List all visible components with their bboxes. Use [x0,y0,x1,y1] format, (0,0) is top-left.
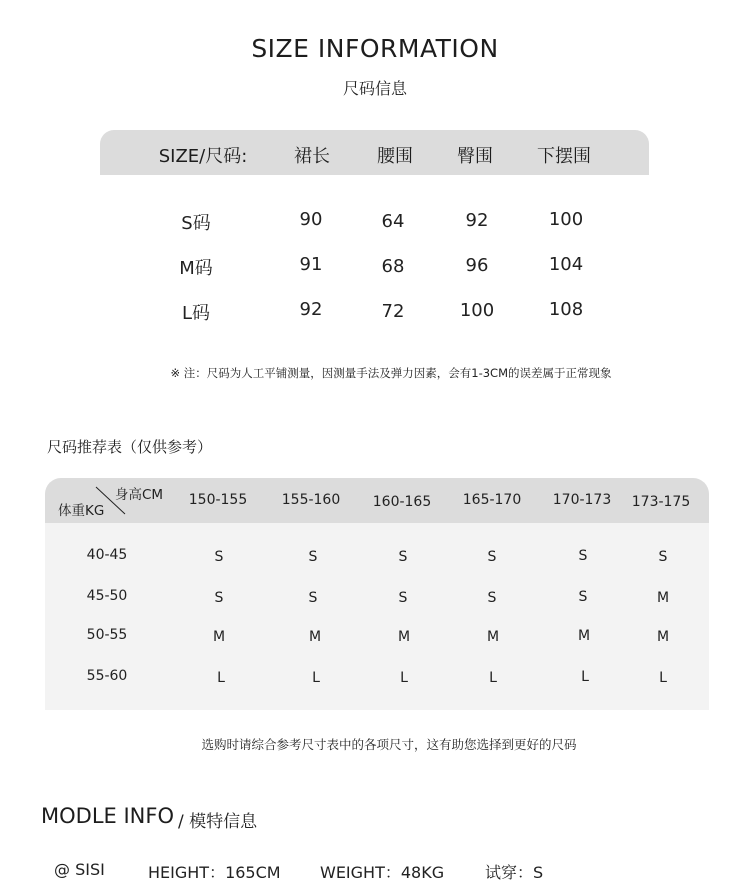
model-tried-size: 试穿：S [485,863,544,882]
size-table-header-hip: 臀围 [457,146,493,167]
height-header-2: 155-160 [281,492,341,508]
size-cell-r4-c3: L [400,670,408,686]
model-info-subtitle: / 模特信息 [178,812,258,832]
corner-diagonal-line [95,486,127,516]
size-row-l-hip: 100 [459,300,495,321]
height-header-1: 150-155 [188,492,248,508]
size-cell-r2-c3: S [398,590,408,606]
size-cell-r2-c6: M [656,590,670,606]
size-row-l-label: L码 [181,303,211,324]
size-row-m-label: M码 [179,258,213,279]
height-header-5: 170-173 [552,492,612,508]
size-row-l-length: 92 [299,299,323,320]
size-row-l-waist: 72 [381,301,405,322]
size-row-s-length: 90 [299,209,323,230]
size-cell-r3-c3: M [397,629,411,645]
size-cell-r4-c2: L [312,670,320,686]
height-axis-label: 身高CM [115,487,164,503]
size-row-s-hip: 92 [465,210,489,231]
weight-label-1: 40-45 [86,547,128,563]
size-table-header-hem: 下摆围 [537,146,591,167]
size-cell-r1-c1: S [214,549,224,565]
model-info-title: MODLE INFO [41,804,174,828]
model-weight: WEIGHT：48KG [320,863,445,882]
weight-label-3: 50-55 [86,627,128,643]
size-cell-r4-c4: L [489,670,497,686]
size-table-header-length: 裙长 [294,146,330,167]
size-cell-r1-c2: S [308,549,318,565]
recommend-body [45,523,709,710]
size-row-m-waist: 68 [381,256,405,277]
size-cell-r1-c3: S [398,549,408,565]
size-cell-r3-c2: M [308,629,322,645]
size-row-m-length: 91 [299,254,323,275]
height-header-4: 165-170 [462,492,522,508]
size-table-header-waist: 腰围 [377,146,413,167]
size-row-s-hem: 100 [548,209,584,230]
model-height: HEIGHT：165CM [148,863,281,882]
size-row-s-waist: 64 [381,211,405,232]
size-cell-r2-c1: S [214,590,224,606]
size-cell-r3-c4: M [486,629,500,645]
size-table-header-size: SIZE/尺码: [158,146,248,167]
size-cell-r4-c5: L [581,669,589,685]
size-cell-r1-c4: S [487,549,497,565]
size-cell-r1-c5: S [578,548,588,564]
weight-axis-label: 体重KG [58,503,105,519]
size-cell-r1-c6: S [658,549,668,565]
size-cell-r2-c2: S [308,590,318,606]
page-title: SIZE INFORMATION [251,34,499,63]
height-header-6: 173-175 [631,494,691,510]
size-cell-r2-c5: S [578,589,588,605]
recommend-title: 尺码推荐表（仅供参考） [47,438,213,456]
size-cell-r4-c6: L [659,670,667,686]
size-row-m-hip: 96 [465,255,489,276]
size-cell-r4-c1: L [217,670,225,686]
size-row-l-hem: 108 [548,299,584,320]
size-row-m-hem: 104 [548,254,584,275]
size-cell-r3-c1: M [212,629,226,645]
size-cell-r3-c5: M [577,628,591,644]
weight-label-2: 45-50 [86,588,128,604]
model-name: @ SISI [54,860,105,879]
height-header-3: 160-165 [372,494,432,510]
page-subtitle: 尺码信息 [342,79,407,98]
size-row-s-label: S码 [181,213,211,234]
advice-text: 选购时请综合参考尺寸表中的各项尺寸，这有助您选择到更好的尺码 [201,737,577,752]
size-cell-r3-c6: M [656,629,670,645]
measurement-note: ※ 注：尺码为人工平铺测量，因测量手法及弹力因素，会有1-3CM的误差属于正常现象 [170,366,612,380]
size-cell-r2-c4: S [487,590,497,606]
weight-label-4: 55-60 [86,668,128,684]
